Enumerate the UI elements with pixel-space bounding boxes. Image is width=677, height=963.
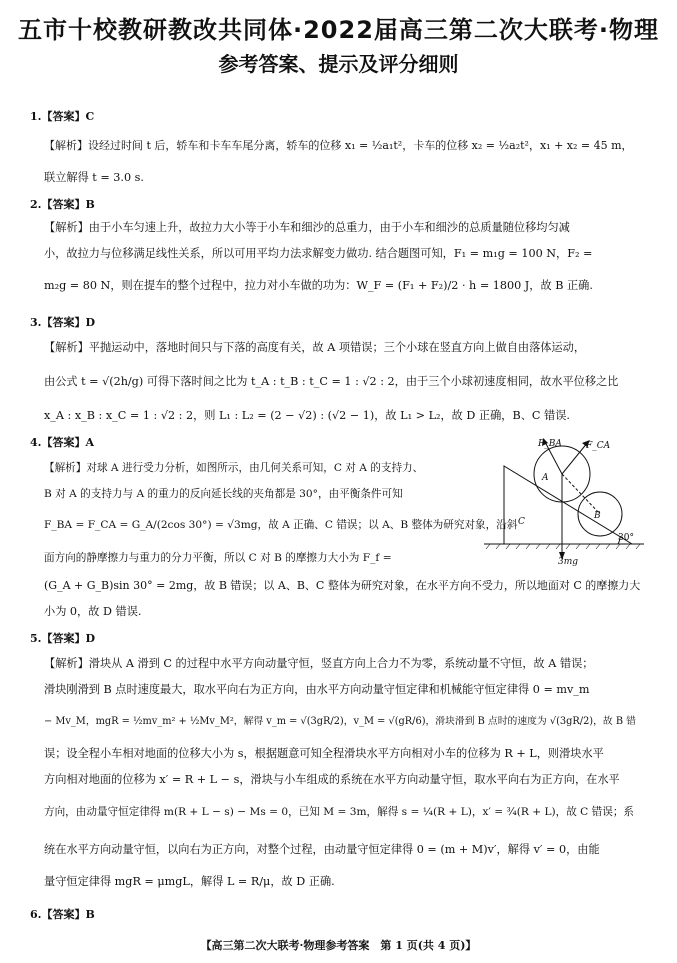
answer-1-line-2: 联立解得 t = 3.0 s. (44, 171, 144, 184)
answer-5-line-3: − Mv_M，mgR = ½mv_m² + ½Mv_M²，解得 v_m = √(3gR/2)，v_M = √(gR/6)，滑块滑到 B 点时的速度为 √(3gR/2)，故 B 错 (44, 716, 636, 727)
answer-label-2: 2.【答案】B (30, 198, 95, 211)
answer-2-line-3: m₂g = 80 N，则在提车的整个过程中，拉力对小车做的功为：W_F = (F₁ + F₂)/2 · h = 1800 J，故 B 正确. (44, 279, 593, 292)
answer-label-6: 6.【答案】B (30, 908, 95, 921)
answer-4-line-4: 面方向的静摩擦力与重力的分力平衡，所以 C 对 B 的摩擦力大小为 F_f = (44, 552, 392, 564)
label-angle: 30° (618, 533, 634, 543)
page-title: 五市十校教研教改共同体·2022届高三第二次大联考·物理 (17, 16, 660, 44)
answer-4-line-1: 【解析】对球 A 进行受力分析，如图所示，由几何关系可知，C 对 A 的支持力、 (44, 462, 424, 474)
page-footer: 【高三第二次大联考·物理参考答案 第 1 页(共 4 页)】 (200, 939, 477, 952)
page-subtitle: 参考答案、提示及评分细则 (218, 52, 459, 76)
answer-label-1: 1.【答案】C (30, 110, 95, 123)
answer-3-line-2: 由公式 t = √(2h/g) 可得下落时间之比为 t_A : t_B : t_C = 1 : √2 : 2，由于三个小球初速度相同，故水平位移之比 (44, 375, 619, 388)
label-b: B (594, 511, 601, 521)
answer-3-line-1: 【解析】平抛运动中，落地时间只与下落的高度有关，故 A 项错误；三个小球在竖直方向上做自由落体运动， (44, 341, 586, 354)
answer-3-line-3: x_A : x_B : x_C = 1 : √2 : 2，则 L₁ : L₂ = (2 − √2) : (√2 − 1)，故 L₁ > L₂，故 D 正确，B、C 错误. (44, 409, 570, 422)
label-weight: 3mg (558, 557, 579, 566)
label-a: A (542, 473, 549, 483)
answer-5-line-2: 滑块刚滑到 B 点时速度最大，取水平向右为正方向，由水平方向动量守恒定律和机械能守恒定律得 0 = mv_m (44, 683, 590, 696)
answer-label-4: 4.【答案】A (30, 436, 95, 449)
answer-1-line-1: 【解析】设经过时间 t 后，轿车和卡车车尾分离，轿车的位移 x₁ = ½a₁t²，卡车的位移 x₂ = ½a₂t²，x₁ + x₂ = 45 m， (44, 139, 633, 152)
answer-5-line-5: 方向相对地面的位移为 x′ = R + L − s，滑块与小车组成的系统在水平方向动量守恒，取水平向右为正方向，在水平 (44, 773, 620, 786)
answer-2-line-2: 小，故拉力与位移满足线性关系，所以可用平均力法求解变力做功. 结合题图可知，F₁ = m₁g = 100 N，F₂ = (44, 247, 593, 260)
force-diagram (482, 434, 652, 566)
label-fca: F_CA (586, 441, 611, 451)
answer-5-line-1: 【解析】滑块从 A 滑到 C 的过程中水平方向动量守恒，竖直方向上合力不为零，系统动量不守恒，故 A 错误； (44, 657, 594, 670)
answer-label-3: 3.【答案】D (30, 316, 96, 329)
answer-4-line-3: F_BA = F_CA = G_A/(2cos 30°) = √3mg，故 A 正确、C 错误；以 A、B 整体为研究对象，沿斜 (44, 519, 518, 531)
answer-5-line-8: 量守恒定律得 mgR = μmgL，解得 L = R/μ，故 D 正确. (44, 875, 335, 888)
label-c: C (518, 517, 525, 527)
answer-2-line-1: 【解析】由于小车匀速上升，故拉力大小等于小车和细沙的总重力，由于小车和细沙的总质量随位移均匀减 (44, 221, 570, 234)
answer-4-line-2: B 对 A 的支持力与 A 的重力的反向延长线的夹角都是 30°，由平衡条件可知 (44, 488, 403, 500)
answer-4-line-5: (G_A + G_B)sin 30° = 2mg，故 B 错误；以 A、B、C 整体为研究对象，在水平方向不受力，所以地面对 C 的摩擦力大 (44, 579, 641, 592)
answer-5-line-6: 方向，由动量守恒定律得 m(R + L − s) − Ms = 0，已知 M = 3m，解得 s = ¼(R + L)，x′ = ¾(R + L)，故 C 错误；系 (44, 806, 635, 818)
ground-hatching (486, 544, 640, 549)
label-fba: F_BA (538, 439, 562, 449)
answer-5-line-7: 统在水平方向动量守恒，以向右为正方向，对整个过程，由动量守恒定律得 0 = (m + M)v′，解得 v′ = 0，由能 (44, 843, 600, 856)
force-fca-arrow (562, 442, 588, 474)
answer-label-5: 5.【答案】D (30, 632, 96, 645)
answer-5-line-4: 误；设全程小车相对地面的位移大小为 s，根据题意可知全程滑块水平方向相对小车的位移为 R + L，则滑块水平 (44, 747, 604, 760)
answer-4-line-6: 小为 0，故 D 错误. (44, 605, 142, 618)
